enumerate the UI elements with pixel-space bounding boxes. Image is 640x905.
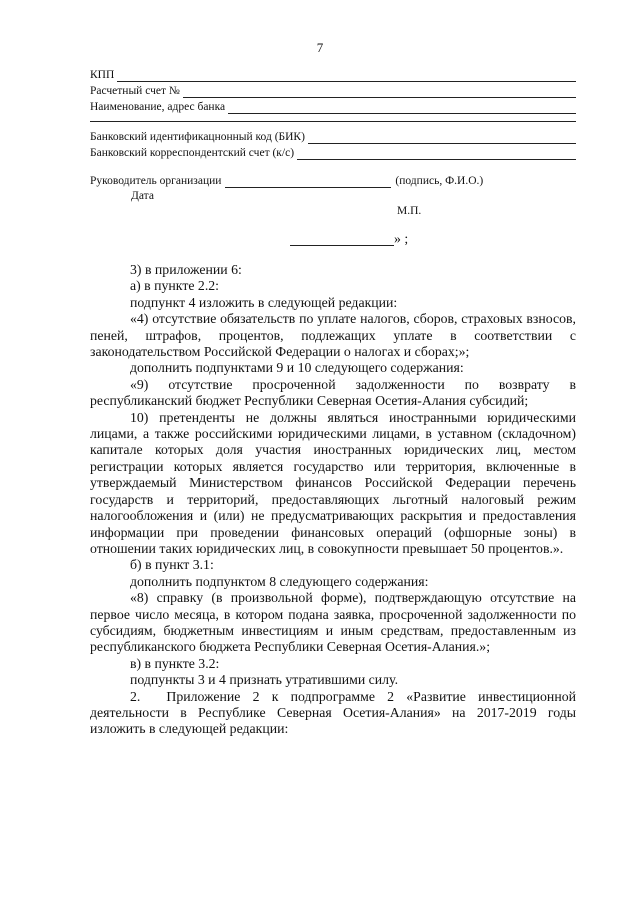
- kpp-label: КПП: [90, 69, 115, 81]
- stamp-label: М.П.: [397, 205, 422, 217]
- account-row: [90, 84, 576, 98]
- bik-label: Банковский идентификацнонный код (БИК): [90, 131, 305, 143]
- bik-field-line: [308, 132, 576, 144]
- corr-account-label: Банковский корреспондентский счет (к/с): [90, 147, 295, 159]
- signature-line: [225, 176, 391, 188]
- bank-name-row: [90, 100, 576, 114]
- paragraph: 3) в приложении 6:: [130, 262, 242, 277]
- paragraph: «8) справку (в произвольной форме), подтверждающую отсутствие на первое число месяца, в котором подана заявка, просроченной задолженности по субсидиям, бюджетным инвестициям и иным средствам, предоставленным из республиканского бюджета Республики Северная Осетия-Алания.»;: [90, 590, 576, 655]
- page-number: 7: [316, 40, 324, 55]
- signature-hint: (подпись, Ф.И.О.): [395, 175, 484, 187]
- paragraph: «4) отсутствие обязательств по уплате налогов, сборов, страховых взносов, пеней, штрафов, процентов, подлежащих уплате в соответствии с законодательством Российской Федерации о налогах и сборах;»;: [90, 311, 576, 360]
- paragraph: 2. Приложение 2 к подпрограмме 2 «Развитие инвестиционной деятельности в Республике Северная Осетия-Алания» на 2017-2019 годы изложить в следующей редакции:: [90, 688, 576, 737]
- kpp-row: [90, 68, 576, 82]
- paragraph: а) в пункте 2.2:: [130, 278, 219, 294]
- closing-mark: » ;: [394, 231, 409, 246]
- closing-line: [290, 233, 394, 246]
- paragraph: подпункты 3 и 4 признать утратившими силу.: [130, 672, 399, 688]
- paragraph: подпункт 4 изложить в следующей редакции:: [130, 294, 398, 310]
- account-label: Расчетный счет №: [90, 85, 180, 97]
- head-label: Руководитель организации: [90, 175, 222, 187]
- paragraph: 10) претенденты не должны являться иностранными юридическими лицами, а также российскими юридическими лицами, в уставном (складочном) капитале которых доля участия иностранных юридических лиц, местом регистрации которых является государство или территория, включенные в утверждаемый Министерством финансов Российской Федерации перечень государств и территорий, предоставляющих льготный налоговый режим налогообложения и (или) не предусматривающих раскрытия и предоставления информации при проведении финансовых операций (офшорные зоны) в отношении таких юридических лиц, в совокупности превышает 50 процентов.».: [90, 409, 576, 556]
- bank-name-label: Наименование, адрес банка: [90, 101, 226, 113]
- head-signature-row: [90, 174, 483, 188]
- paragraph: «9) отсутствие просроченной задолженности по возврату в республиканский бюджет Республики Северная Осетия-Алания субсидий;: [90, 376, 576, 409]
- paragraph: дополнить подпунктом 8 следующего содержания:: [130, 573, 429, 589]
- paragraph: б) в пункт 3.1:: [130, 557, 214, 573]
- paragraph: дополнить подпунктами 9 и 10 следующего содержания:: [130, 360, 464, 376]
- bank-name-continuation-line: [90, 120, 576, 122]
- kpp-field-line: [117, 70, 576, 82]
- corr-account-field-line: [297, 148, 576, 160]
- paragraph: в) в пункте 3.2:: [130, 655, 220, 671]
- account-field-line: [183, 86, 576, 98]
- amendment-text: [90, 262, 576, 738]
- date-label: Дата: [131, 190, 154, 202]
- bik-row: [90, 130, 576, 144]
- bank-name-field-line: [228, 102, 576, 114]
- closing-row: [290, 232, 408, 246]
- corr-account-row: [90, 146, 576, 160]
